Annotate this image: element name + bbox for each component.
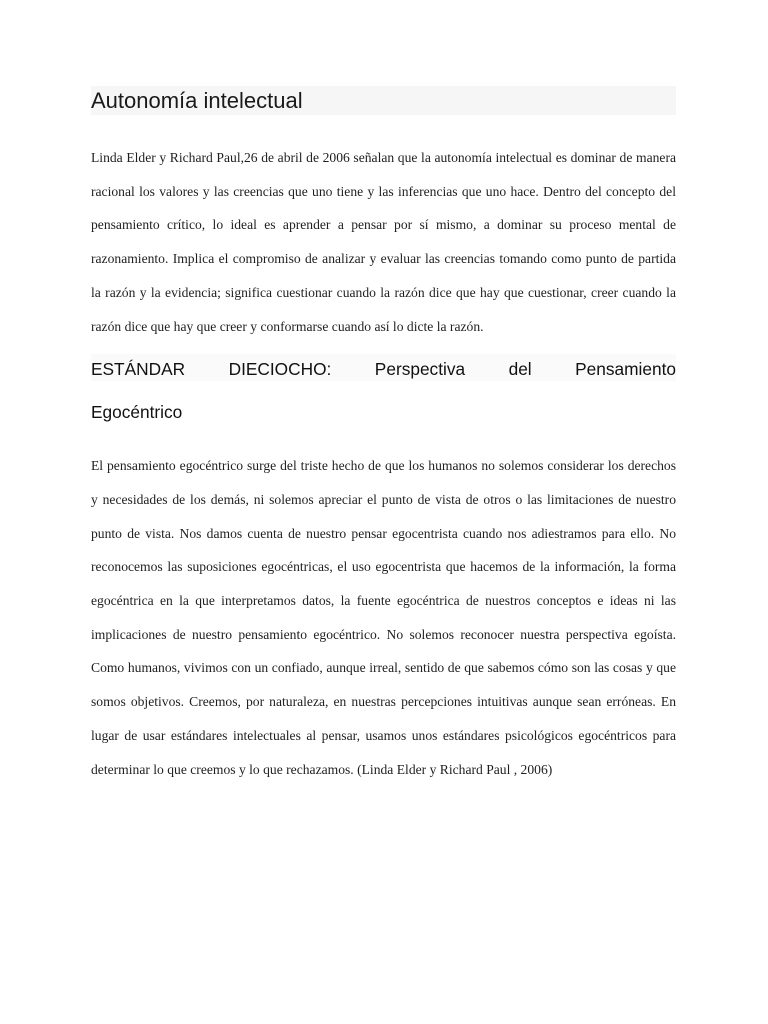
section-title-line-2: Egocéntrico bbox=[91, 402, 183, 423]
paragraph-egocentrico: El pensamiento egocéntrico surge del triste hecho de que los humanos no solemos considerar los derechos y necesidades de los demás, ni solemos apreciar el punto de vista de otros o las limitaciones de nuestro punto de vista. Nos damos cuenta de nuestro pensar egocentrista cuando nos adiestramos para ello. No reconocemos las suposiciones egocéntricas, el uso egocentrista que hacemos de la información, la forma egocéntrica en la que interpretamos datos, la fuente egocéntrica de nuestros conceptos e ideas ni las implicaciones de nuestro pensamiento egocéntrico. No solemos reconocer nuestra perspectiva egoísta. Como humanos, vivimos con un confiado, aunque irreal, sentido de que sabemos cómo son las cosas y que somos objetivos. Creemos, por naturaleza, en nuestras percepciones intuitivas aunque sean erróneas. En lugar de usar estándares intelectuales al pensar, usamos unos estándares psicológicos egocéntricos para determinar lo que creemos y lo que rechazamos. (Linda Elder y Richard Paul , 2006) bbox=[91, 458, 676, 777]
section-title-estandar bbox=[91, 348, 676, 434]
paragraph-autonomia: Linda Elder y Richard Paul,26 de abril de 2006 señalan que la autonomía intelectual es dominar de manera racional los valores y las creencias que uno tiene y las inferencias que uno hace. Dentro del concepto del pensamiento crítico, lo ideal es aprender a pensar por sí mismo, a dominar su proceso mental de razonamiento. Implica el compromiso de analizar y evaluar las creencias tomando como punto de partida la razón y la evidencia; significa cuestionar cuando la razón dice que hay que cuestionar, creer cuando la razón dice que hay que creer y conformarse cuando así lo dicte la razón. bbox=[91, 150, 676, 334]
document-page bbox=[91, 86, 676, 786]
section-title-autonomia: Autonomía intelectual bbox=[91, 86, 676, 115]
section-title-line-1: ESTÁNDAR DIECIOCHO: Perspectiva del Pensamiento bbox=[91, 348, 676, 391]
